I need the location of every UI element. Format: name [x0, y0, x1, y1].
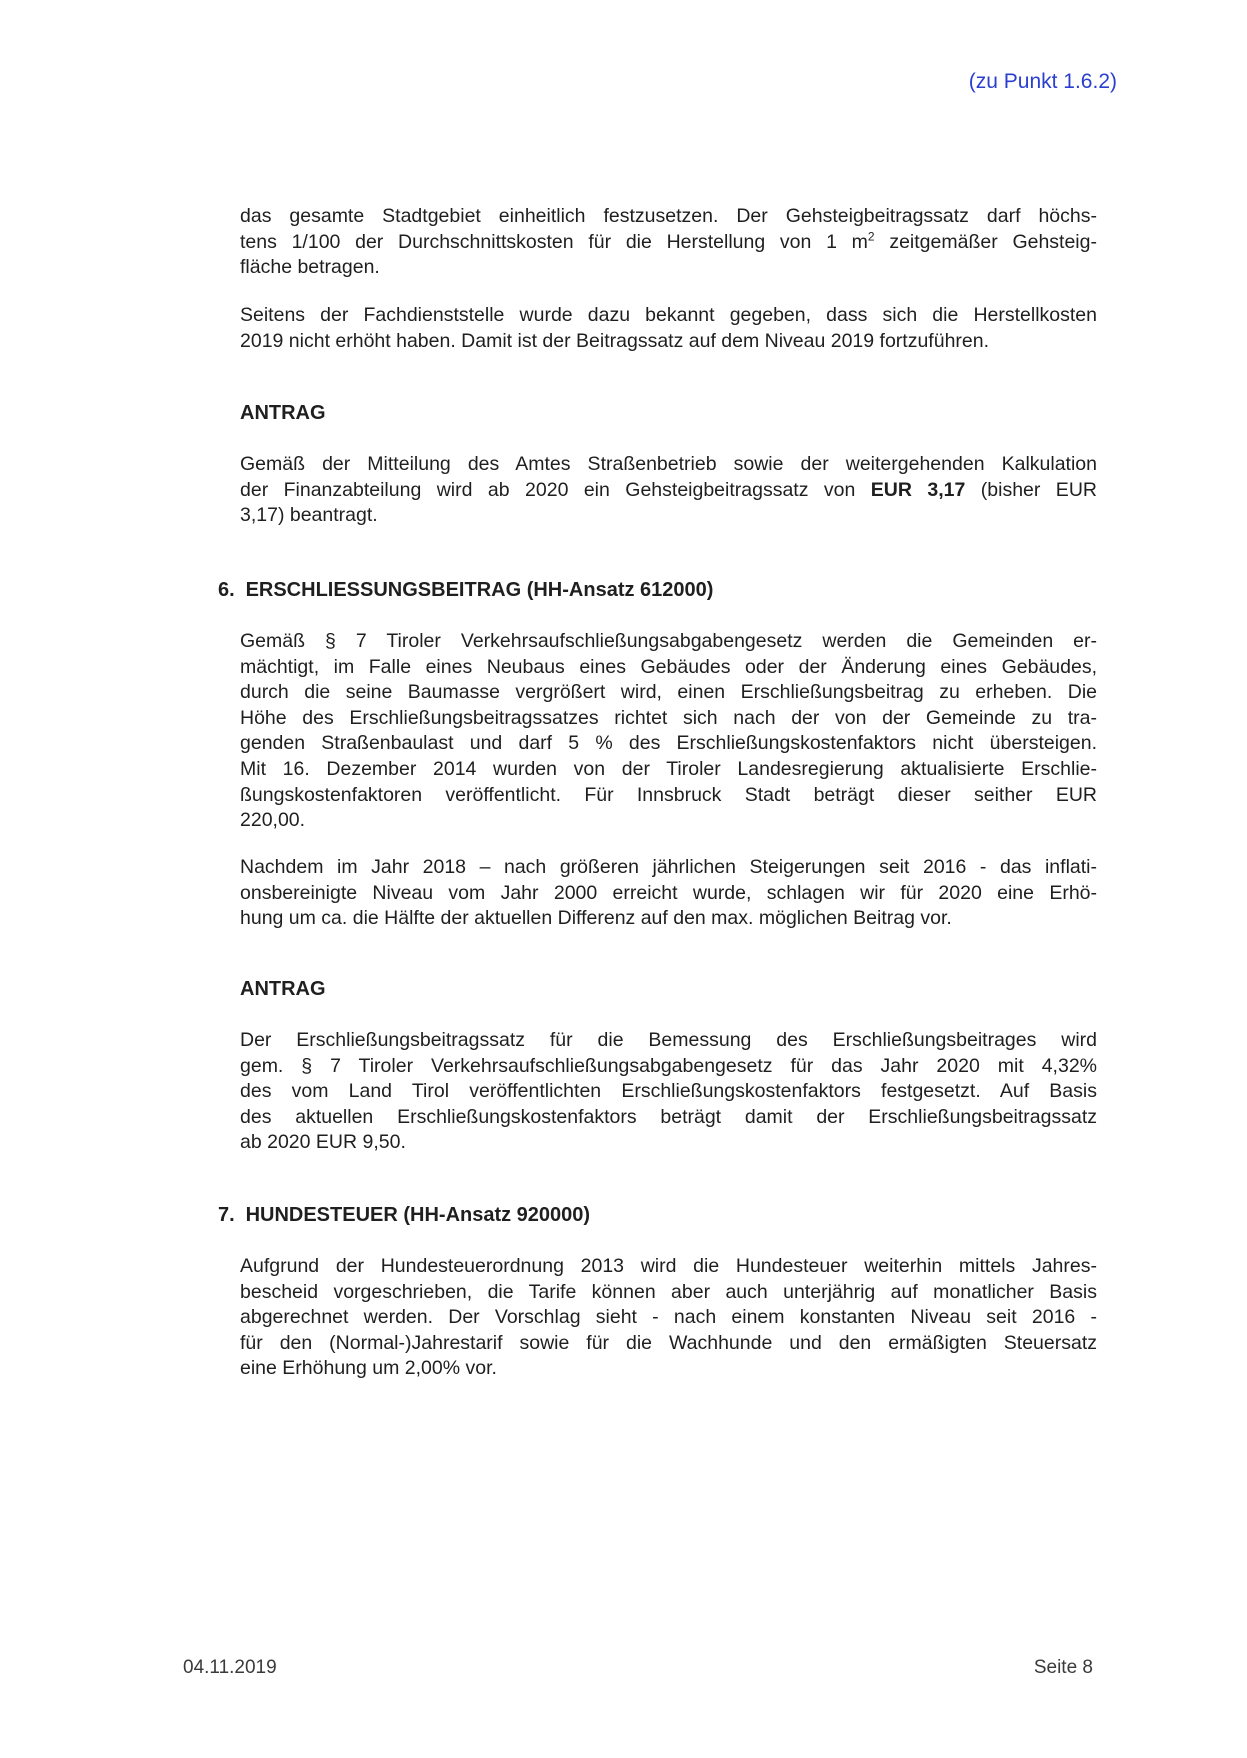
text-line — [240, 478, 1097, 504]
text-line: gem. § 7 Tiroler Verkehrsaufschließungsabgabengesetz für das Jahr 2020 mit 4,32% — [240, 1054, 1097, 1077]
footer-page-number: Seite 8 — [1033, 1657, 1093, 1678]
section-6-heading — [218, 579, 713, 602]
text-fragment: zeitgemäßer Gehsteig- — [874, 230, 1097, 253]
bold-amount: EUR 3,17 — [870, 478, 966, 501]
superscript: 2 — [867, 229, 875, 244]
text-line: ßungskostenfaktoren veröffentlicht. Für Innsbruck Stadt beträgt dieser seither EUR — [240, 783, 1097, 806]
text-line: ab 2020 EUR 9,50. — [240, 1131, 406, 1154]
text-line: durch die seine Baumasse vergrößert wird, einen Erschließungsbeitrag zu erheben. Die — [240, 681, 1097, 704]
intro-paragraph-2 — [240, 303, 1097, 354]
antrag-heading: ANTRAG — [240, 402, 326, 424]
text-line: Der Erschließungsbeitragssatz für die Bemessung des Erschließungsbeitrages wird — [240, 1029, 1097, 1051]
text-line: bescheid vorgeschrieben, die Tarife können aber auch unterjährig auf monatlicher Basis — [240, 1280, 1097, 1303]
text-line: Aufgrund der Hundesteuerordnung 2013 wird die Hundesteuer weiterhin mittels Jahres- — [240, 1255, 1097, 1277]
text-line: hung um ca. die Hälfte der aktuellen Differenz auf den max. möglichen Beitrag vor. — [240, 907, 952, 930]
text-line: für den (Normal-)Jahrestarif sowie für die Wachhunde und den ermäßigten Steuersatz — [240, 1331, 1097, 1354]
section-6-paragraph-2 — [240, 855, 1097, 932]
section-7-paragraph-1 — [240, 1254, 1097, 1382]
text-line: Seitens der Fachdienststelle wurde dazu bekannt gegeben, dass sich die Herstellkosten — [240, 304, 1097, 326]
text-line: 220,00. — [240, 809, 306, 832]
text-line: eine Erhöhung um 2,00% vor. — [240, 1357, 497, 1380]
text-line: des aktuellen Erschließungskostenfaktors beträgt damit der Erschließungsbeitragssatz — [240, 1105, 1097, 1128]
section-7-heading — [218, 1204, 590, 1227]
text-line: fläche betragen. — [240, 256, 380, 279]
antrag-paragraph — [240, 452, 1097, 529]
text-line — [240, 230, 1097, 256]
footer-date: 04.11.2019 — [183, 1657, 277, 1678]
section-number: 7. — [218, 1204, 235, 1226]
text-line: abgerechnet werden. Der Vorschlag sieht - nach einem konstanten Niveau seit 2016 - — [240, 1306, 1097, 1329]
agenda-reference: (zu Punkt 1.6.2) — [968, 70, 1117, 93]
text-line: onsbereinigte Niveau vom Jahr 2000 erreicht wurde, schlagen wir für 2020 eine Erhö- — [240, 881, 1097, 904]
text-line: Gemäß § 7 Tiroler Verkehrsaufschließungsabgabengesetz werden die Gemeinden er- — [240, 630, 1097, 652]
intro-paragraph-1 — [240, 204, 1097, 281]
text-line: des vom Land Tirol veröffentlichten Erschließungskostenfaktors festgesetzt. Auf Basis — [240, 1080, 1097, 1103]
antrag-heading: ANTRAG — [240, 978, 326, 1000]
text-fragment: tens 1/100 der Durchschnittskosten für die Herstellung von 1 m — [240, 230, 868, 253]
text-line: Höhe des Erschließungsbeitragssatzes richtet sich nach der von der Gemeinde zu tra- — [240, 706, 1097, 729]
section-6-antrag-paragraph — [240, 1028, 1097, 1156]
text-line: das gesamte Stadtgebiet einheitlich festzusetzen. Der Gehsteigbeitragssatz darf höchs- — [240, 205, 1097, 227]
text-line: Mit 16. Dezember 2014 wurden von der Tiroler Landesregierung aktualisierte Erschlie- — [240, 757, 1097, 780]
text-fragment: der Finanzabteilung wird ab 2020 ein Gehsteigbeitragssatz von — [240, 478, 871, 501]
text-line: mächtigt, im Falle eines Neubaus eines Gebäudes oder der Änderung eines Gebäudes, — [240, 655, 1097, 678]
section-title: ERSCHLIESSUNGSBEITRAG (HH-Ansatz 612000) — [245, 579, 714, 601]
section-6-paragraph-1 — [240, 629, 1097, 834]
text-line: Gemäß der Mitteilung des Amtes Straßenbetrieb sowie der weitergehenden Kalkulation — [240, 453, 1097, 475]
section-number: 6. — [218, 579, 235, 601]
text-line: Nachdem im Jahr 2018 – nach größeren jährlichen Steigerungen seit 2016 - das inflati- — [240, 856, 1097, 878]
text-line: genden Straßenbaulast und darf 5 % des Erschließungskostenfaktors nicht übersteigen. — [240, 732, 1097, 755]
text-line: 2019 nicht erhöht haben. Damit ist der Beitragssatz auf dem Niveau 2019 fortzuführen. — [240, 329, 990, 352]
section-title: HUNDESTEUER (HH-Ansatz 920000) — [245, 1204, 591, 1226]
text-line: 3,17) beantragt. — [240, 504, 378, 527]
text-fragment: (bisher EUR — [965, 478, 1097, 501]
